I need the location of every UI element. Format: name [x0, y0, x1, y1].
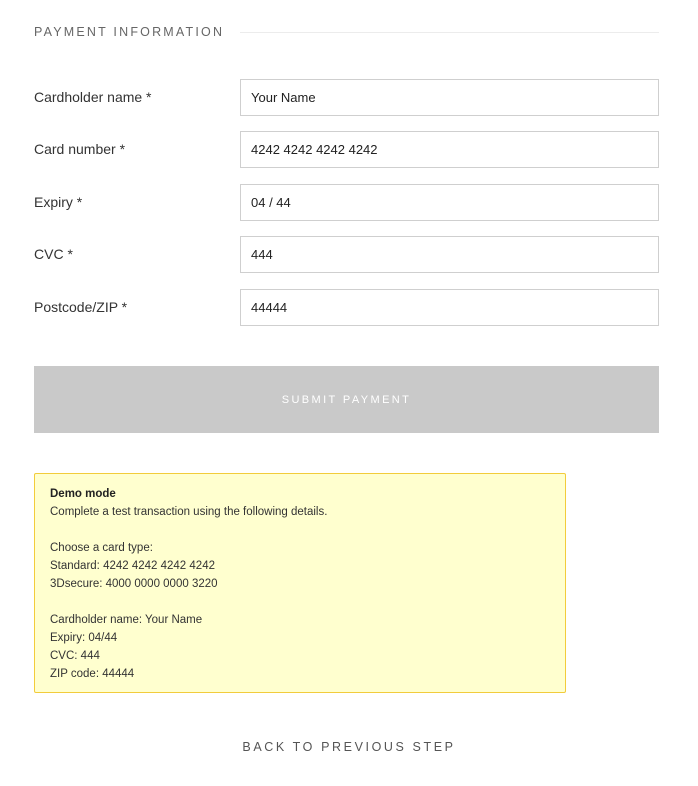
- submit-payment-button[interactable]: SUBMIT PAYMENT: [34, 366, 659, 433]
- section-divider: [240, 32, 659, 33]
- cvc-label: CVC *: [34, 246, 73, 262]
- expiry-input[interactable]: [240, 184, 659, 221]
- cardholder-name-input[interactable]: [240, 79, 659, 116]
- card-number-input[interactable]: [240, 131, 659, 168]
- demo-title: Demo mode: [50, 488, 116, 500]
- postcode-label: Postcode/ZIP *: [34, 299, 128, 315]
- payment-section-header: [34, 24, 659, 40]
- cvc-input[interactable]: [240, 236, 659, 273]
- demo-expiry: Expiry: 04/44: [50, 632, 118, 644]
- demo-cvc: CVC: 444: [50, 650, 100, 662]
- expiry-label: Expiry *: [34, 194, 83, 210]
- demo-standard-card: Standard: 4242 4242 4242 4242: [50, 560, 215, 572]
- section-title: PAYMENT INFORMATION: [34, 25, 225, 39]
- demo-cardholder: Cardholder name: Your Name: [50, 614, 203, 626]
- demo-spacer: [50, 593, 550, 611]
- demo-card-type-heading: Choose a card type:: [50, 542, 153, 554]
- expiry-row: [34, 184, 659, 222]
- demo-3dsecure-card: 3Dsecure: 4000 0000 0000 3220: [50, 578, 218, 590]
- back-to-previous-step-link[interactable]: BACK TO PREVIOUS STEP: [242, 740, 456, 754]
- demo-mode-notice: [34, 473, 566, 693]
- cardholder-name-row: [34, 79, 659, 117]
- demo-zip: ZIP code: 44444: [50, 668, 135, 680]
- postcode-input[interactable]: [240, 289, 659, 326]
- demo-spacer: [50, 521, 550, 539]
- card-number-label: Card number *: [34, 141, 126, 157]
- demo-intro: Complete a test transaction using the following details.: [50, 506, 328, 518]
- postcode-row: [34, 289, 659, 327]
- card-number-row: [34, 131, 659, 169]
- cardholder-name-label: Cardholder name *: [34, 89, 152, 105]
- cvc-row: [34, 236, 659, 274]
